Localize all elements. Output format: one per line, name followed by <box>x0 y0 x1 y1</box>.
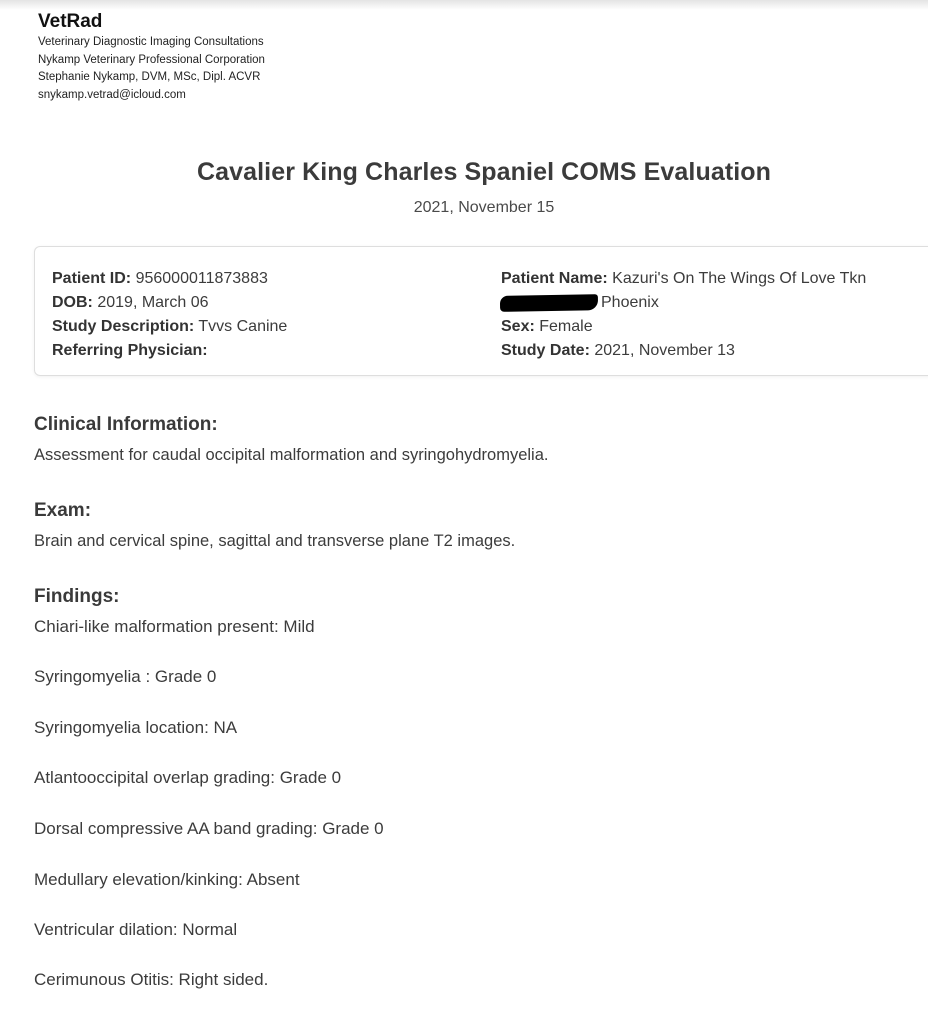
study-date-label: Study Date: <box>501 342 590 359</box>
sex-value: Female <box>539 318 593 335</box>
study-date-value: 2021, November 13 <box>594 342 735 359</box>
redaction-mark <box>500 294 598 312</box>
finding-item: Dorsal compressive AA band grading: Grade 0 <box>34 819 384 838</box>
finding-item: Syringomyelia location: NA <box>34 718 238 737</box>
patient-info-left <box>52 267 287 363</box>
patient-id-row <box>52 267 287 291</box>
findings-section <box>34 584 119 610</box>
referring-physician-label: Referring Physician: <box>52 342 208 359</box>
patient-name-value: Kazuri's On The Wings Of Love Tkn <box>612 270 867 287</box>
report-title: Cavalier King Charles Spaniel COMS Evaluation <box>196 158 772 186</box>
patient-id-value: 956000011873883 <box>135 270 268 287</box>
dob-label: DOB: <box>52 294 93 311</box>
referring-physician-row <box>52 339 287 363</box>
clinical-information-section <box>34 412 548 468</box>
dob-row <box>52 291 287 315</box>
patient-info-card <box>34 246 928 376</box>
study-description-label: Study Description: <box>52 318 195 335</box>
finding-item: Chiari-like malformation present: Mild <box>34 617 315 636</box>
patient-name-continued-row <box>501 291 866 315</box>
sex-row <box>501 315 866 339</box>
patient-name-row <box>501 267 866 291</box>
radiologist-name: Stephanie Nykamp, DVM, MSc, Dipl. ACVR <box>38 71 261 83</box>
patient-name-label: Patient Name: <box>501 270 608 287</box>
exam-text: Brain and cervical spine, sagittal and transverse plane T2 images. <box>34 532 516 550</box>
clinic-name: VetRad <box>38 11 103 32</box>
finding-item: Syringomyelia : Grade 0 <box>34 667 217 686</box>
study-description-value: Tvvs Canine <box>198 318 288 335</box>
dob-value: 2019, March 06 <box>97 294 209 311</box>
patient-info-right <box>501 267 866 363</box>
page-top-shadow <box>0 0 928 10</box>
sex-label: Sex: <box>501 318 535 335</box>
clinic-tagline: Veterinary Diagnostic Imaging Consultations <box>38 36 264 48</box>
patient-name-value-line2: Phoenix <box>601 294 659 311</box>
clinical-information-heading: Clinical Information: <box>34 414 218 435</box>
exam-section <box>34 498 515 554</box>
exam-heading: Exam: <box>34 500 92 521</box>
clinic-corporation: Nykamp Veterinary Professional Corporation <box>38 53 265 66</box>
letterhead <box>38 10 265 104</box>
report-date: 2021, November 15 <box>413 199 555 216</box>
clinic-email: snykamp.vetrad@icloud.com <box>38 88 186 101</box>
finding-item: Cerimunous Otitis: Right sided. <box>34 970 269 989</box>
findings-heading: Findings: <box>34 586 120 607</box>
finding-item: Medullary elevation/kinking: Absent <box>34 870 300 889</box>
finding-item: Atlantooccipital overlap grading: Grade 0 <box>34 768 342 787</box>
patient-id-label: Patient ID: <box>52 270 132 287</box>
clinical-information-text: Assessment for caudal occipital malformation and syringohydromyelia. <box>34 446 549 464</box>
study-date-row <box>501 339 866 363</box>
finding-item: Ventricular dilation: Normal <box>34 920 238 939</box>
study-description-row <box>52 315 287 339</box>
